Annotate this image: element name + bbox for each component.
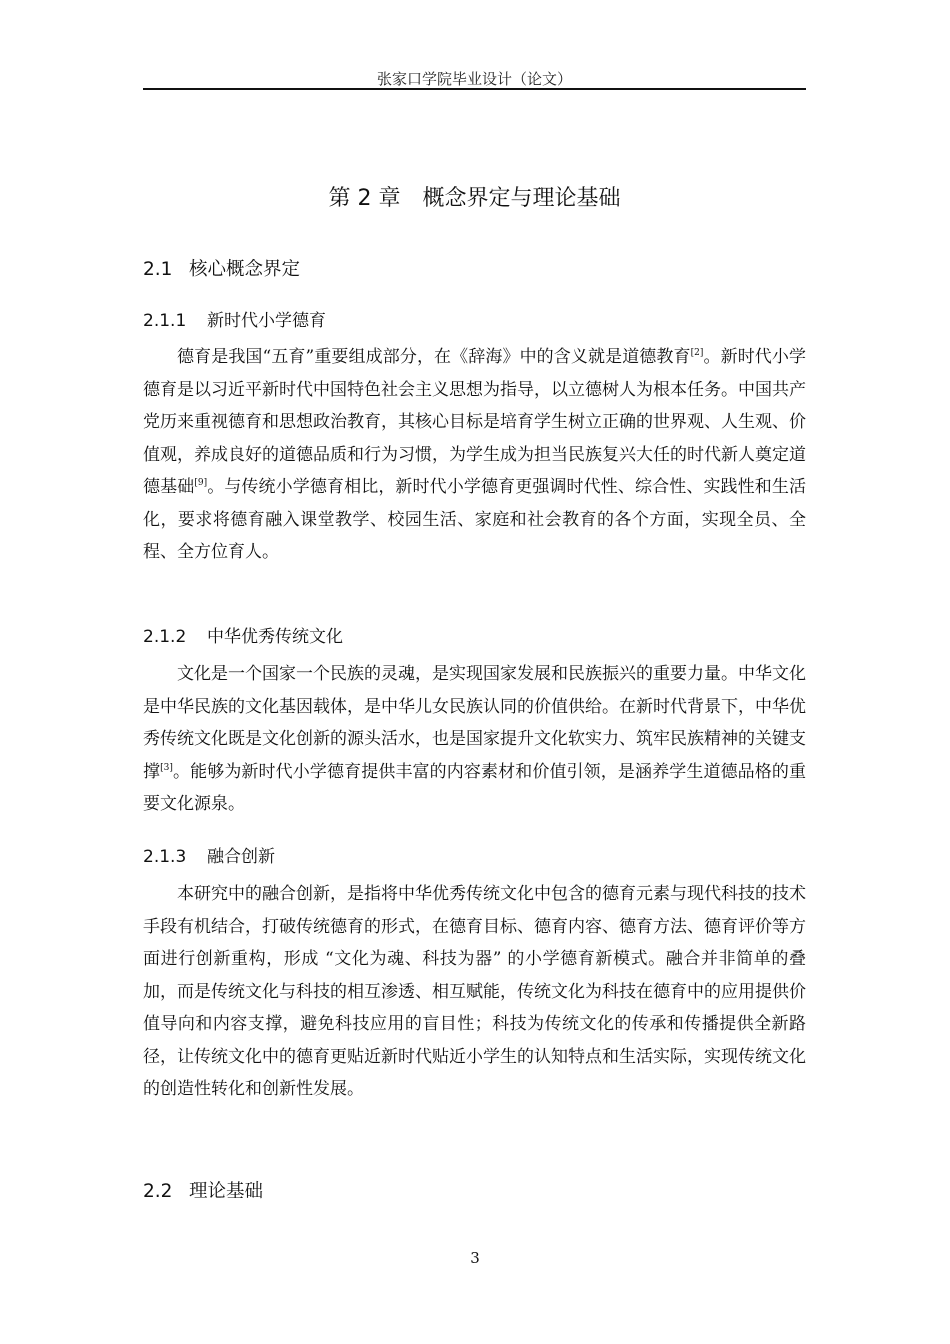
subsection-heading-2-1-3 [143,842,275,867]
text-run: 。新时代小学德育是以习近平新时代中国特色社会主义思想为指导，以立德树人为根本任务。中国共产党历来重视德育和思想政治教育，其核心目标是培育学生树立正确的世界观、人生观、价值观，养成良好的道德品质和行为习惯，为学生成为担当民族复兴大任的时代新人奠定道德基础 [143,347,807,497]
subsection-title: 新时代小学德育 [207,311,326,331]
text-run: 文化是一个国家一个民族的灵魂，是实现国家发展和民族振兴的重要力量。中华文化是中华民族的文化基因载体，是中华儿女民族认同的价值供给。在新时代背景下，中华优秀传统文化既是文化创新的源头活水，也是国家提升文化软实力、筑牢民族精神的关键支撑 [143,664,806,782]
paragraph-integration-innovation [143,878,806,1106]
subsection-heading-2-1-1 [143,306,326,331]
section-number: 2.1 [143,259,173,280]
page-number: 3 [470,1249,480,1267]
section-title: 核心概念界定 [189,259,301,280]
section-heading-2-2 [143,1177,263,1203]
paragraph-traditional-culture [143,658,806,821]
citation-ref: [9] [194,478,208,488]
subsection-number: 2.1.2 [143,627,187,647]
section-number: 2.2 [143,1181,173,1202]
section-title: 理论基础 [189,1181,264,1202]
subsection-number: 2.1.3 [143,847,187,867]
text-run: 。与传统小学德育相比，新时代小学德育更强调时代性、综合性、实践性和生活化，要求将德育融入课堂教学、校园生活、家庭和社会教育的各个方面，实现全员、全程、全方位育人。 [143,477,807,562]
subsection-title: 中华优秀传统文化 [207,627,343,647]
page-header: 张家口学院毕业设计（论文） [376,70,572,88]
subsection-title: 融合创新 [207,847,275,867]
citation-ref: [3] [160,762,173,773]
section-heading-2-1 [143,255,300,281]
text-run: 。能够为新时代小学德育提供丰富的内容素材和价值引领，是涵养学生道德品格的重要文化源泉。 [143,761,807,814]
header-rule [143,88,806,90]
chapter-title: 第 2 章 概念界定与理论基础 [328,186,621,211]
text-run: 本研究中的融合创新，是指将中华优秀传统文化中包含的德育元素与现代科技的技术手段有机结合，打破传统德育的形式，在德育目标、德育内容、德育方法、德育评价等方面进行创新重构，形成 “文化为魂、科技为器” 的小学德育新模式。融合并非简单的叠加，而是传统文化与科技的相互渗透、相互赋能，传统文化为科技在德育中的应用提供价值导向和内容支撑，避免科技应用的盲目性；科技为传统文化的传承和传播提供全新路径，让传统文化中的德育更贴近新时代贴近小学生的认知特点和生活实际，实现传统文化的创造性转化和创新性发展。 [143,884,806,1099]
subsection-heading-2-1-2 [143,622,343,647]
subsection-number: 2.1.1 [143,311,187,331]
paragraph-moral-education [143,341,806,569]
text-run: 德育是我国“五育”重要组成部分，在《辞海》中的含义就是道德教育 [177,347,691,367]
citation-ref: [2] [690,348,704,358]
